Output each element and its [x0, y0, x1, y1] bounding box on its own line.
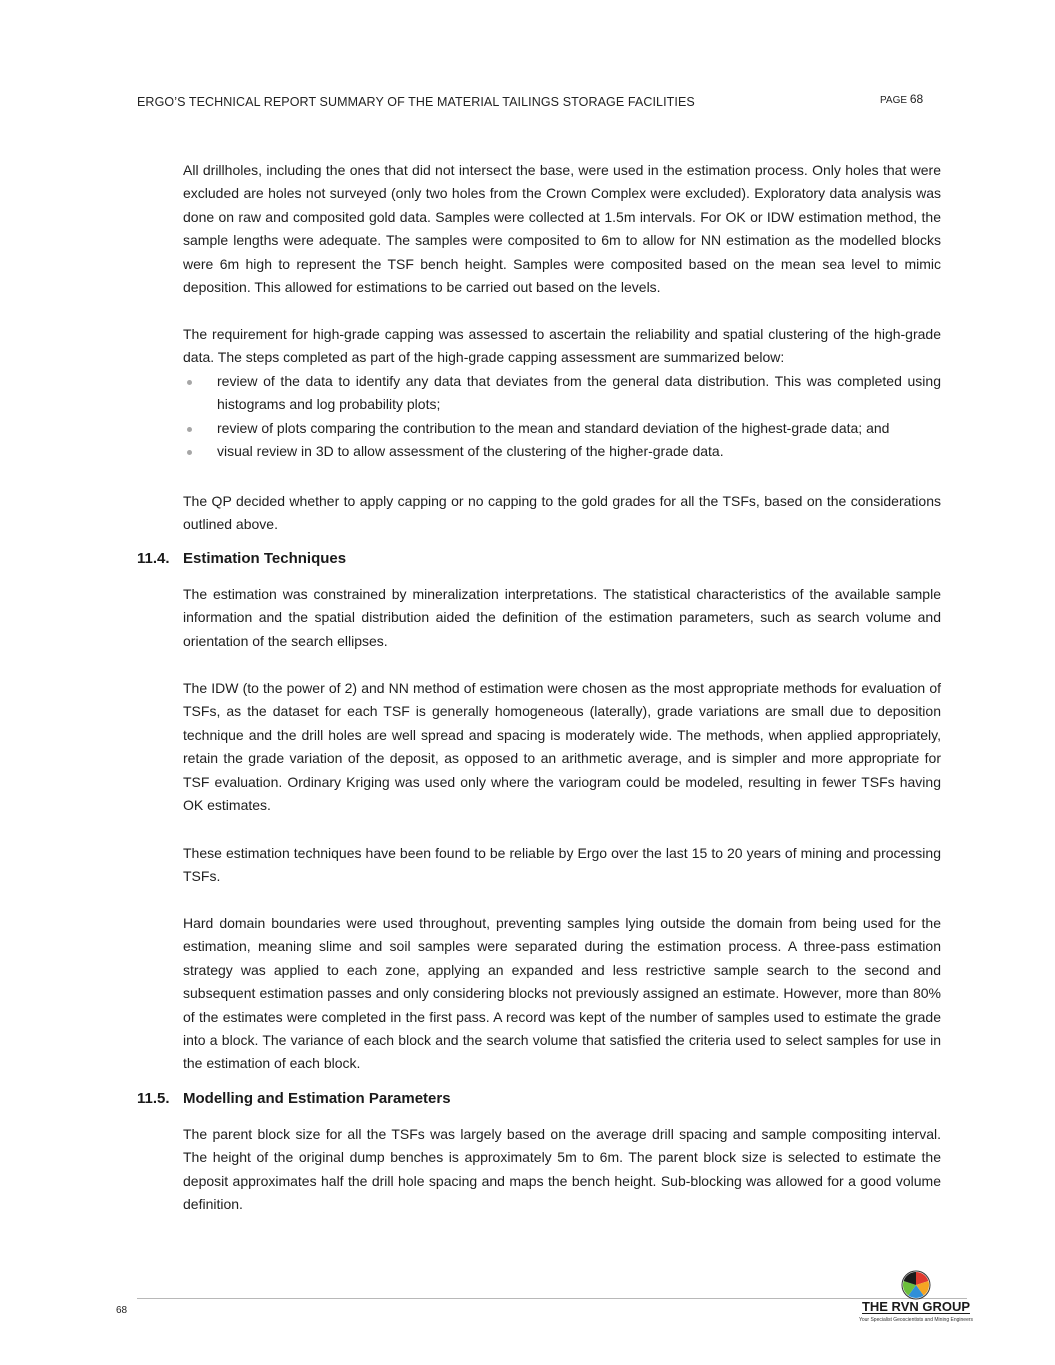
list-item-text: visual review in 3D to allow assessment of the clustering of the higher-grade data. [217, 443, 724, 460]
paragraph-qp-decision: The QP decided whether to apply capping or no capping to the gold grades for all the TSFs, based on the considerations outlined above. [183, 493, 941, 533]
section-title: Modelling and Estimation Parameters [183, 1090, 451, 1107]
logo-pinwheel-icon [902, 1271, 930, 1299]
paragraph-estimation-constraints: The estimation was constrained by mineralization interpretations. The statistical characteristics of the available sample information and the spatial distribution aided the definition of the estimation parameters, such as search volume and orientation of the search ellipses. [183, 586, 941, 649]
list-item-text: review of the data to identify any data that deviates from the general data distribution. This was completed using histograms and log probability plots; [217, 373, 941, 413]
bullet-dot-icon [187, 450, 192, 455]
section-title: Estimation Techniques [183, 550, 347, 567]
section-number: 11.5. [137, 1090, 170, 1107]
list-item [183, 417, 941, 440]
header-page-number: 68 [909, 92, 924, 106]
rvn-group-logo [856, 1268, 976, 1324]
report-header-title: ERGO’S TECHNICAL REPORT SUMMARY OF THE MATERIAL TAILINGS STORAGE FACILITIES [137, 95, 695, 109]
bullet-dot-icon [187, 380, 192, 385]
capping-steps-list [183, 370, 941, 464]
bullet-dot-icon [187, 427, 192, 432]
paragraph-reliability: These estimation techniques have been found to be reliable by Ergo over the last 15 to 20 years of mining and processing TSFs. [183, 845, 941, 885]
section-heading-estimation-techniques [137, 550, 346, 567]
section-heading-modelling-parameters [137, 1090, 451, 1107]
logo-text: THE RVN GROUP [861, 1299, 971, 1314]
list-item [183, 370, 941, 417]
list-item [183, 440, 941, 463]
paragraph-domain-boundaries: Hard domain boundaries were used throughout, preventing samples lying outside the domain from being used for the estimation, meaning slime and soil samples were separated during the estimation process. A three-pass estimation strategy was applied to each zone, applying an expanded and less restrictive sample search to the second and subsequent estimation passes and only considering blocks not previously assigned an estimate. However, more than 80% of the estimates were completed in the first pass. A record was kept of the number of samples used to estimate the grade into a block. The variance of each block and the search volume that satisfied the criteria used to select samples for use in the estimation of each block. [183, 915, 941, 1072]
paragraph-idw-nn-methods: The IDW (to the power of 2) and NN method of estimation were chosen as the most appropriate methods for evaluation of TSFs, as the dataset for each TSF is generally homogeneous (laterally), grade variations are small due to deposition technique and the drill holes are well spread and spacing is moderately wide. The methods, when applied appropriately, retain the grade variation of the deposit, as opposed to an arithmetic average, and is simpler and more appropriate for TSF evaluation. Ordinary Kriging was used only where the variogram could be modeled, resulting in fewer TSFs having OK estimates. [183, 680, 941, 814]
header-page-label [880, 92, 923, 106]
logo-tagline: Your Specialist Geoscientists and Mining Engineers [858, 1317, 974, 1323]
list-item-text: review of plots comparing the contribution to the mean and standard deviation of the highest-grade data; and [217, 419, 890, 436]
section-number: 11.4. [137, 550, 170, 567]
paragraph-capping-requirement: The requirement for high-grade capping was assessed to ascertain the reliability and spatial clustering of the high-grade data. The steps completed as part of the high-grade capping assessment are summarized below: [183, 326, 941, 366]
page-prefix: PAGE [880, 95, 908, 106]
footer-divider [137, 1298, 967, 1299]
footer-page-number: 68 [116, 1305, 128, 1316]
paragraph-drillholes: All drillholes, including the ones that did not intersect the base, were used in the estimation process. Only holes that were excluded are holes not surveyed (only two holes from the Crown Complex were excluded). Exploratory data analysis was done on raw and composited gold data. Samples were collected at 1.5m intervals. For OK or IDW estimation method, the sample lengths were adequate. The samples were composited to 6m to allow for NN estimation as the modelled blocks were 6m high to represent the TSF bench height. Samples were composited based on the mean sea level to mimic deposition. This allowed for estimations to be carried out based on the levels. [183, 162, 941, 296]
paragraph-block-size: The parent block size for all the TSFs was largely based on the average drill spacing and sample compositing interval. The height of the original dump benches is approximately 5m to 6m. The parent block size is selected to estimate the deposit approximates half the drill hole spacing and maps the bench height. Sub-blocking was allowed for a good volume definition. [183, 1126, 941, 1213]
